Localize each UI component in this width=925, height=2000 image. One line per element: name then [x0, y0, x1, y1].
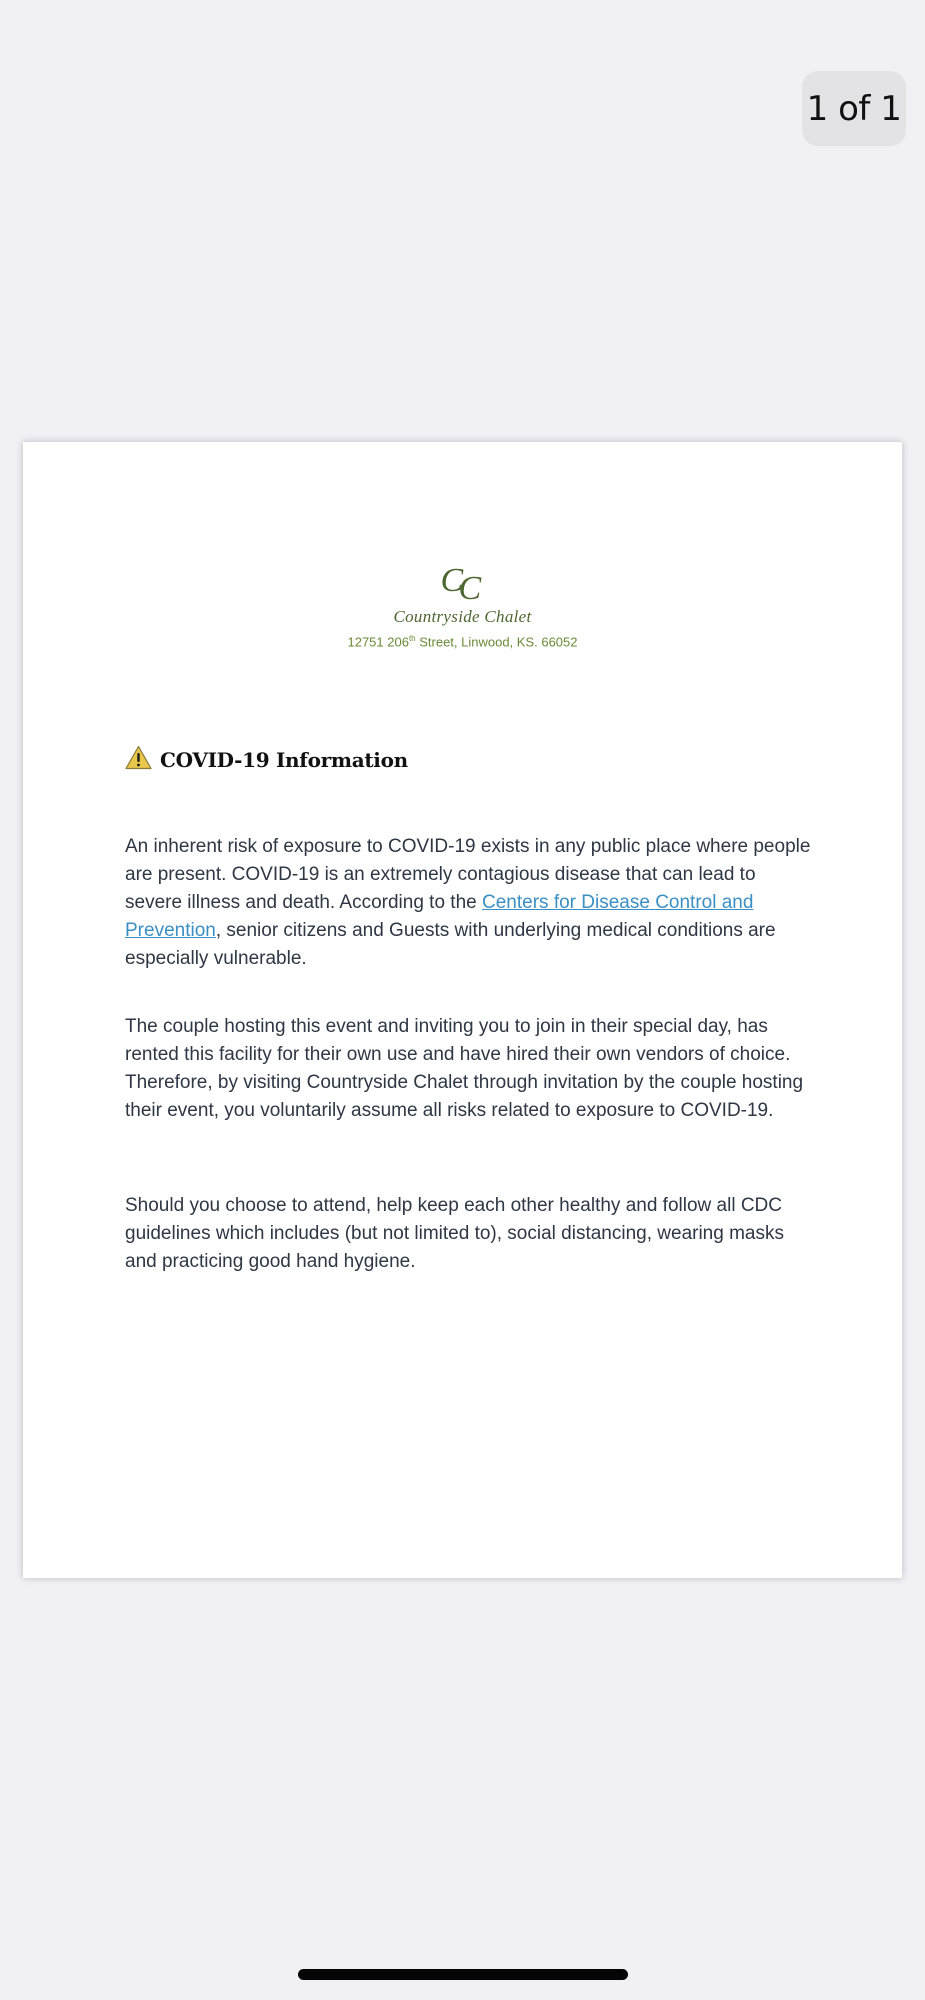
- logo-monogram-letter-1: C: [440, 562, 464, 599]
- logo-venue-name: Countryside Chalet: [393, 607, 532, 626]
- cdc-link[interactable]: Centers for Disease Control and Prevention: [125, 892, 754, 941]
- page-indicator: [802, 71, 906, 146]
- logo-monogram: [433, 562, 493, 607]
- document-page[interactable]: [23, 442, 902, 1578]
- paragraph-risk-text-end: , senior citizens and Guests with underlying medical conditions are especially vulnerable.: [125, 920, 776, 969]
- warning-icon: [125, 745, 152, 770]
- section-heading: [125, 748, 408, 772]
- paragraph-risk: [125, 833, 811, 973]
- venue-address: [23, 634, 902, 649]
- address-rest: Street, Linwood, KS. 66052: [415, 634, 578, 650]
- address-ordinal-suffix: th: [408, 634, 416, 643]
- paragraph-risk-text-start: An inherent risk of exposure to COVID-19 exists in any public place where people are present. COVID-19 is an extremely contagious disease that can lead to severe illness and death. According to the: [125, 836, 811, 913]
- page-indicator-text: 1 of 1: [806, 88, 902, 129]
- home-indicator[interactable]: [298, 1969, 628, 1980]
- logo-monogram-letter-2: C: [458, 570, 482, 607]
- address-number: 12751 206: [347, 634, 409, 650]
- venue-logo: [23, 564, 902, 649]
- paragraph-assumption-of-risk: The couple hosting this event and inviting you to join in their special day, has rented this facility for their own use and have hired their own vendors of choice. Therefore, by visiting Countryside Chalet through invitation by the couple hosting their event, you voluntarily assume all risks related to exposure to COVID-19.: [125, 1016, 804, 1121]
- paragraph-guidelines: Should you choose to attend, help keep each other healthy and follow all CDC guidelines which includes (but not limited to), social distancing, wearing masks and practicing good hand hygiene.: [125, 1195, 784, 1272]
- heading-text: COVID-19 Information: [160, 748, 408, 772]
